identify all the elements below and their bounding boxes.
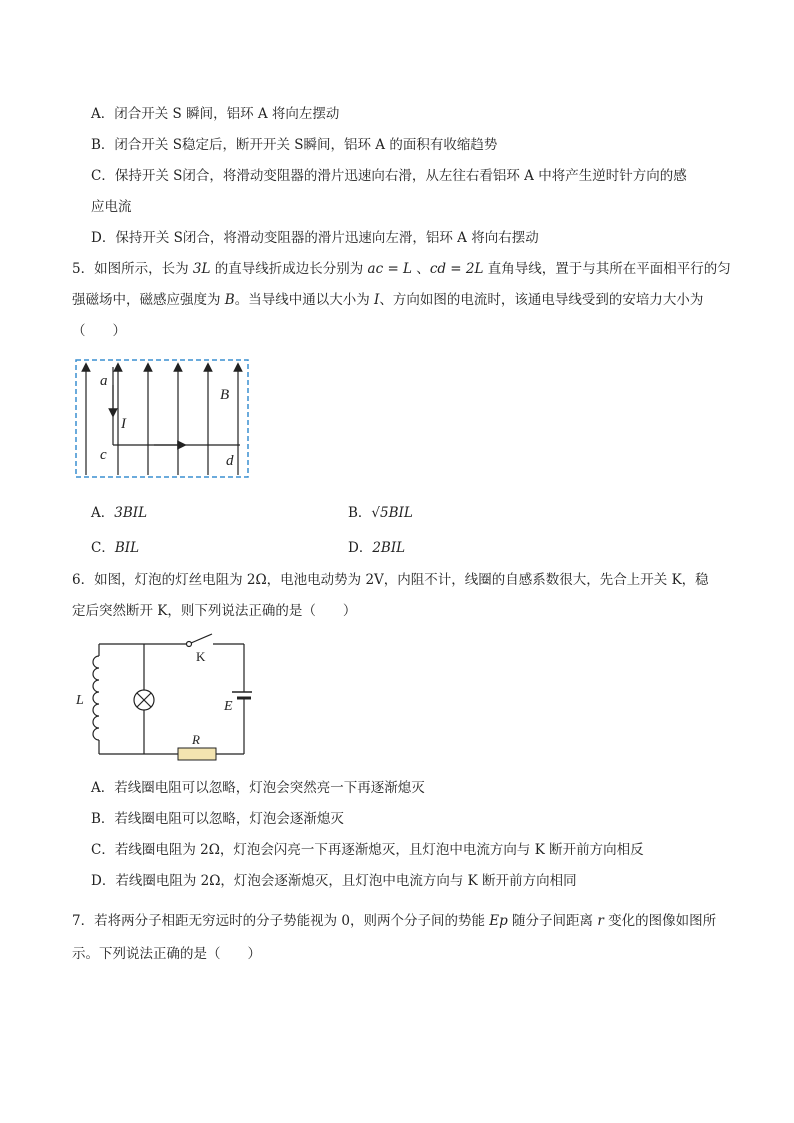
q6-circuit-figure	[72, 632, 252, 766]
label-a: a	[100, 373, 108, 389]
q5-option-d: D．2BIL	[348, 540, 406, 556]
label-c: c	[100, 447, 107, 463]
q6-option-b: B．若线圈电阻可以忽略，灯泡会逐渐熄灭	[91, 811, 344, 827]
q4-option-c-continued: 应电流	[91, 199, 132, 215]
q5-stem-line1: 5．如图所示，长为 3L 的直导线折成边长分别为 ac = L 、cd = 2L 直角导线，置于与其所在平面相平行的匀	[72, 261, 731, 277]
q4-option-b: B．闭合开关 S稳定后，断开开关 S瞬间，铝环 A 的面积有收缩趋势	[91, 137, 498, 153]
q6-option-c: C．若线圈电阻为 2Ω，灯泡会闪亮一下再逐渐熄灭，且灯泡中电流方向与 K 断开前方向相反	[91, 842, 644, 858]
q4-option-c: C．保持开关 S闭合，将滑动变阻器的滑片迅速向右滑，从左往右看铝环 A 中将产生逆时针方向的感	[91, 168, 687, 184]
label-B: B	[220, 387, 230, 403]
switch-k-blade	[191, 634, 212, 643]
q7-stem-line2: 示。下列说法正确的是（ ）	[72, 946, 261, 962]
label-I: I	[121, 416, 126, 432]
q5-option-b: B．√5BIL	[348, 505, 413, 521]
q4-option-d: D．保持开关 S闭合，将滑动变阻器的滑片迅速向左滑，铝环 A 将向右摆动	[91, 230, 539, 246]
q6-stem-line2: 定后突然断开 K，则下列说法正确的是（ ）	[72, 603, 357, 619]
q6-stem-line1: 6．如图，灯泡的灯丝电阻为 2Ω，电池电动势为 2V，内阻不计，线圈的自感系数很大，先合上开关 K，稳	[72, 572, 709, 588]
q5-stem-line2: 强磁场中，磁感应强度为 B。当导线中通以大小为 I、方向如图的电流时，该通电导线受到的安培力大小为	[72, 292, 704, 308]
q6-option-d: D．若线圈电阻为 2Ω，灯泡会逐渐熄灭，且灯泡中电流方向与 K 断开前方向相同	[91, 873, 577, 889]
label-K: K	[196, 649, 206, 664]
resistor-r	[178, 748, 216, 760]
q5-magnetic-field-figure	[74, 357, 252, 481]
switch-k-contact	[187, 642, 192, 647]
label-R: R	[192, 732, 200, 747]
q6-option-a: A．若线圈电阻可以忽略，灯泡会突然亮一下再逐渐熄灭	[91, 780, 425, 796]
q5-option-a: A．3BIL	[91, 505, 148, 521]
label-E: E	[224, 699, 233, 714]
label-L: L	[76, 693, 84, 708]
q7-stem-line1: 7．若将两分子相距无穷远时的分子势能视为 0，则两个分子间的势能 Ep 随分子间距离 r 变化的图像如图所	[72, 913, 717, 929]
label-d: d	[226, 453, 234, 469]
q5-option-c: C．BIL	[91, 540, 140, 556]
q4-option-a: A．闭合开关 S 瞬间，铝环 A 将向左摆动	[91, 106, 340, 122]
q5-stem-blank: （ ）	[72, 323, 126, 339]
coil-l	[93, 656, 99, 740]
